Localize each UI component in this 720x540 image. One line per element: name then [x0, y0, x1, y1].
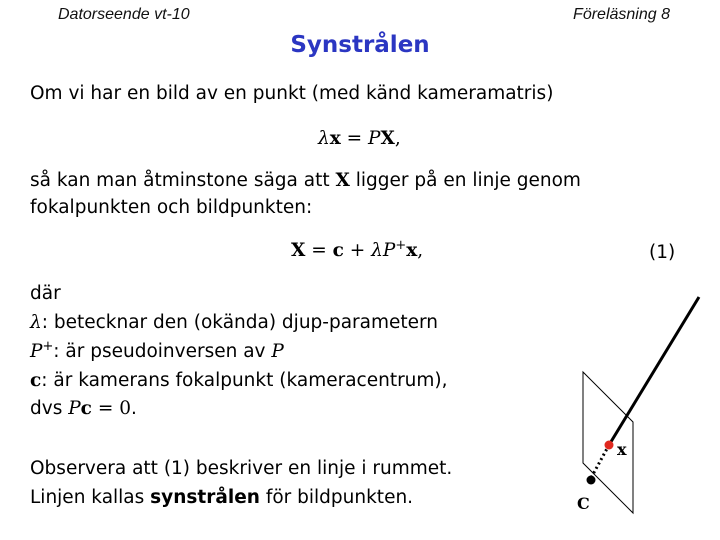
eq1-P: P	[368, 128, 381, 149]
def-lambda-sym: λ	[30, 312, 42, 333]
final-post: för bildpunkten.	[259, 487, 414, 508]
def-lambda-text: : betecknar den (okända) djup-parametern	[41, 312, 439, 333]
viewing-ray-line	[609, 297, 699, 445]
final-bold-term: synstrålen	[150, 487, 260, 508]
observe-post: beskriver en linje i rummet.	[190, 458, 453, 479]
statement-post: ligger på en linje genom	[349, 170, 581, 191]
statement-X: X	[335, 170, 350, 191]
def-dvs-c: c	[80, 398, 92, 419]
eq2-c: c	[332, 240, 344, 261]
eq2-x: x	[406, 240, 418, 261]
eq2-plus-sup: +	[395, 237, 407, 253]
eq1-x: x	[329, 128, 341, 149]
camera-center-dot	[587, 476, 596, 485]
def-c-text: : är kamerans fokalpunkt (kameracentrum),	[41, 370, 448, 391]
eq1-equals: =	[340, 128, 369, 149]
image-point-label: x	[617, 440, 627, 459]
eq1-lambda: λ	[318, 128, 330, 149]
ray-dotted-segment	[591, 445, 609, 478]
def-pplus-P: P	[30, 341, 43, 362]
eq2-equals: =	[305, 240, 333, 261]
def-pplus-sup: +	[42, 338, 54, 354]
camera-center-label: C	[577, 494, 590, 513]
eq2-lambda: λ	[371, 240, 383, 261]
header-lecture: Föreläsning 8	[573, 6, 670, 23]
header-course: Datorseende vt-10	[58, 6, 190, 23]
eq2-plus: +	[343, 240, 372, 261]
eq1-X: X	[380, 128, 395, 149]
def-c-sym: c	[30, 370, 42, 391]
def-pplus-P2: P	[271, 341, 284, 362]
image-point-dot	[605, 441, 614, 450]
def-dvs-tail: .	[130, 398, 137, 419]
def-dvs-pre: dvs	[30, 398, 69, 419]
statement-line-2: fokalpunkten och bildpunkten:	[30, 197, 313, 218]
def-dvs-eq: = 0	[91, 398, 131, 419]
eq2-comma: ,	[417, 240, 424, 261]
observe-pre: Observera att	[30, 458, 164, 479]
def-dar: där	[30, 283, 61, 304]
def-dvs-P: P	[68, 398, 81, 419]
eq1-comma: ,	[394, 128, 401, 149]
intro-text: Om vi har en bild av en punkt (med känd kameramatris)	[30, 83, 554, 104]
eq2-X: X	[291, 240, 306, 261]
def-pplus-text: : är pseudoinversen av	[53, 341, 272, 362]
observe-ref: (1)	[163, 458, 191, 479]
equation-number: (1)	[649, 242, 676, 263]
statement-pre: så kan man åtminstone säga att	[30, 170, 336, 191]
eq2-P: P	[382, 240, 396, 261]
final-pre: Linjen kallas	[30, 487, 151, 508]
page-title: Synstrålen	[290, 32, 430, 58]
